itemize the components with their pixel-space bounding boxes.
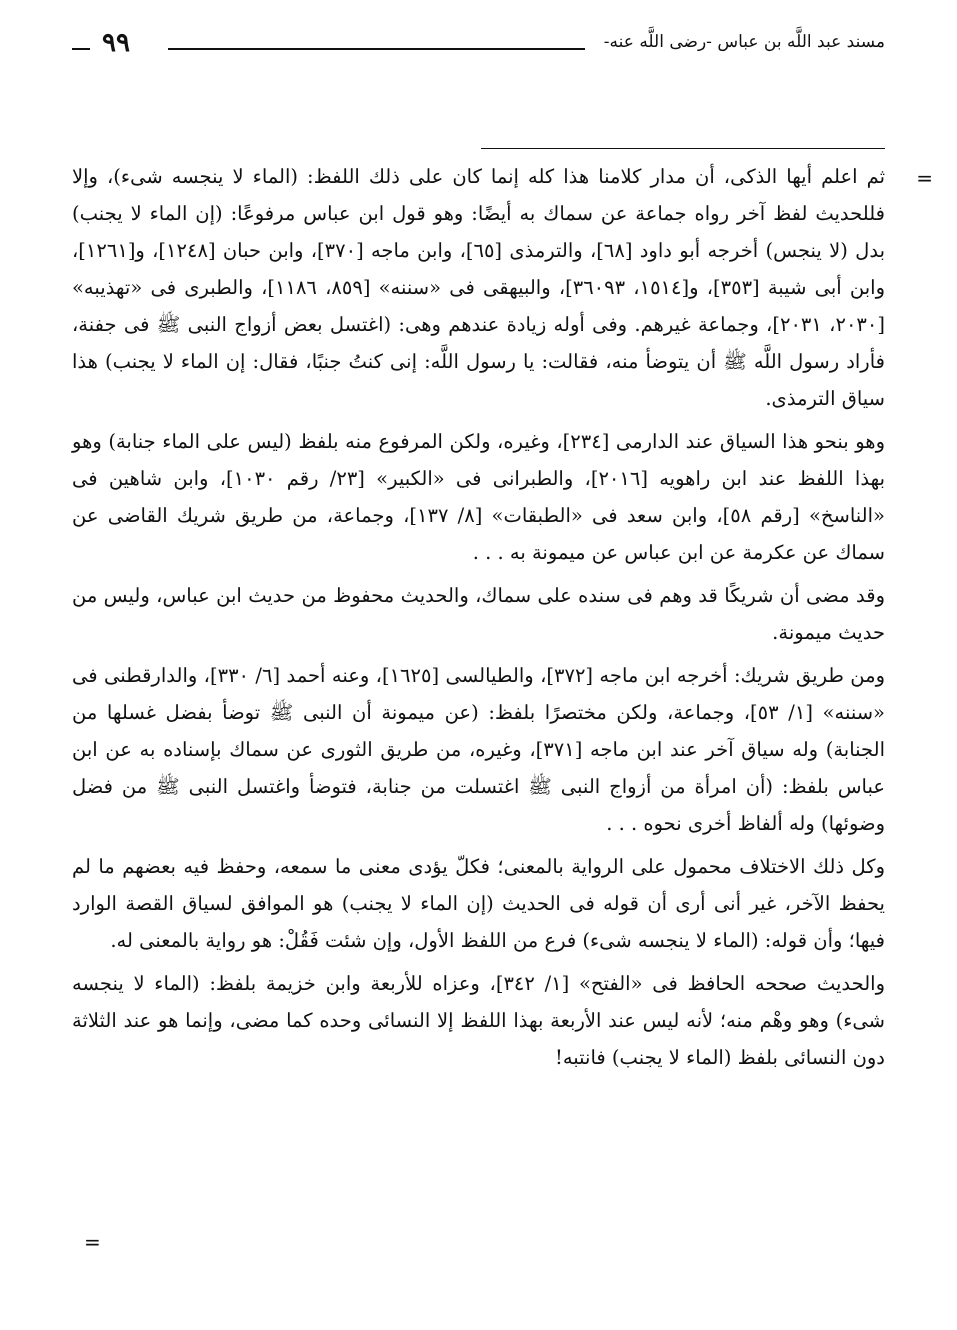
footnote-body [72, 158, 885, 1082]
running-title: مسند عبد اللَّه بن عباس -رضى اللَّه عنه- [603, 32, 885, 52]
header-rule [168, 48, 585, 50]
paragraph-5: وكل ذلك الاختلاف محمول على الرواية بالمعنى؛ فكلّ يؤدى معنى ما سمعه، وحفظ فيه بعضهم ما لم يحفظ الآخر، غير أنى أرى أن قوله فى الحديث (إن الماء لا يجنب) هو الموافق لسياق القصة الوارد فيها؛ وأن قوله: (الماء لا ينجسه شىء) فرع من اللفظ الأول، وإن شئت فَقُلْ: هو رواية بالمعنى له. [72, 855, 885, 952]
page-header [72, 28, 885, 68]
paragraph-3: وقد مضى أن شريكًا قد وهم فى سنده على سماك، والحديث محفوظ من حديث ابن عباس، وليس من حديث ميمونة. [72, 584, 885, 644]
paragraph-4: ومن طريق شريك: أخرجه ابن ماجه [٣٧٢]، والطيالسى [١٦٢٥]، وعنه أحمد [٦/ ٣٣٠]، والدارقطنى فى «سننه» [١/ ٥٣]، وجماعة، ولكن مختصرًا بلفظ: (عن ميمونة أن النبى ﷺ توضأ بفضل غسلها من الجنابة) وله سياق آخر عند ابن ماجه [٣٧١]، وغيره، من طريق الثورى عن سماك بإسناده به عن ابن عباس بلفظ: (أن امرأة من أزواج النبى ﷺ اغتسلت من جنابة، فتوضأ واغتسل النبى ﷺ من فضل وضوئها) وله ألفاظ أخرى نحوه . . . [72, 664, 886, 835]
paragraph-2: وهو بنحو هذا السياق عند الدارمى [٢٣٤]، وغيره، ولكن المرفوع منه بلفظ (ليس على الماء جنابة) وهو بهذا اللفظ عند ابن راهويه [٢٠١٦]، والطبرانى فى «الكبير» [٢٣/ رقم ١٠٣٠]، وابن شاهين فى «الناسخ» [رقم ٥٨]، وابن سعد فى «الطبقات» [٨/ ١٣٧]، وجماعة، من طريق شريك القاضى عن سماك عن عكرمة عن ابن عباس عن ميمونة به . . . [72, 430, 885, 564]
paragraph-6: والحديث صححه الحافظ فى «الفتح» [١/ ٣٤٢]، وعزاه للأربعة وابن خزيمة بلفظ: (الماء لا ينجسه شىء) وهو وهْم منه؛ لأنه ليس عند الأربعة بهذا اللفظ إلا النسائى وحده كما مضى، وإنما هو عند الثلاثة دون النسائى بلفظ (الماء لا يجنب) فانتبه! [72, 972, 885, 1069]
continuation-mark-top: = [916, 166, 933, 190]
page-number: ٩٩ [102, 28, 130, 58]
footnote-separator [481, 148, 885, 149]
paragraph-1: ثم اعلم أيها الذكى، أن مدار كلامنا هذا كله إنما كان على ذلك اللفظ: (الماء لا ينجسه شىء)، وإلا فللحديث لفظ آخر رواه جماعة عن سماك به أيضًا: وهو قول ابن عباس مرفوعًا: (إن الماء لا يجنب) بدل (لا ينجس) أخرجه أبو داود [٦٨]، والترمذى [٦٥]، وابن ماجه [٣٧٠]، وابن حبان [١٢٤٨]، و[١٢٦١]، وابن أبى شيبة [٣٥٣]، و[١٥١٤، ٣٦٠٩٣]، والبيهقى فى «سننه» [٨٥٩، ١١٨٦]، والطبرى فى «تهذيبه» [٢٠٣٠، ٢٠٣١]، وجماعة غيرهم. وفى أوله زيادة عندهم وهى: (اغتسل بعض أزواج النبى ﷺ فى جفنة، فأراد رسول اللَّه ﷺ أن يتوضأ منه، فقالت: يا رسول اللَّه: إنى كنتُ جنبًا، فقال: إن الماء لا يجنب) هذا سياق الترمذى. [72, 165, 885, 410]
header-dash [72, 48, 90, 50]
continuation-mark-bottom: = [84, 1230, 101, 1254]
